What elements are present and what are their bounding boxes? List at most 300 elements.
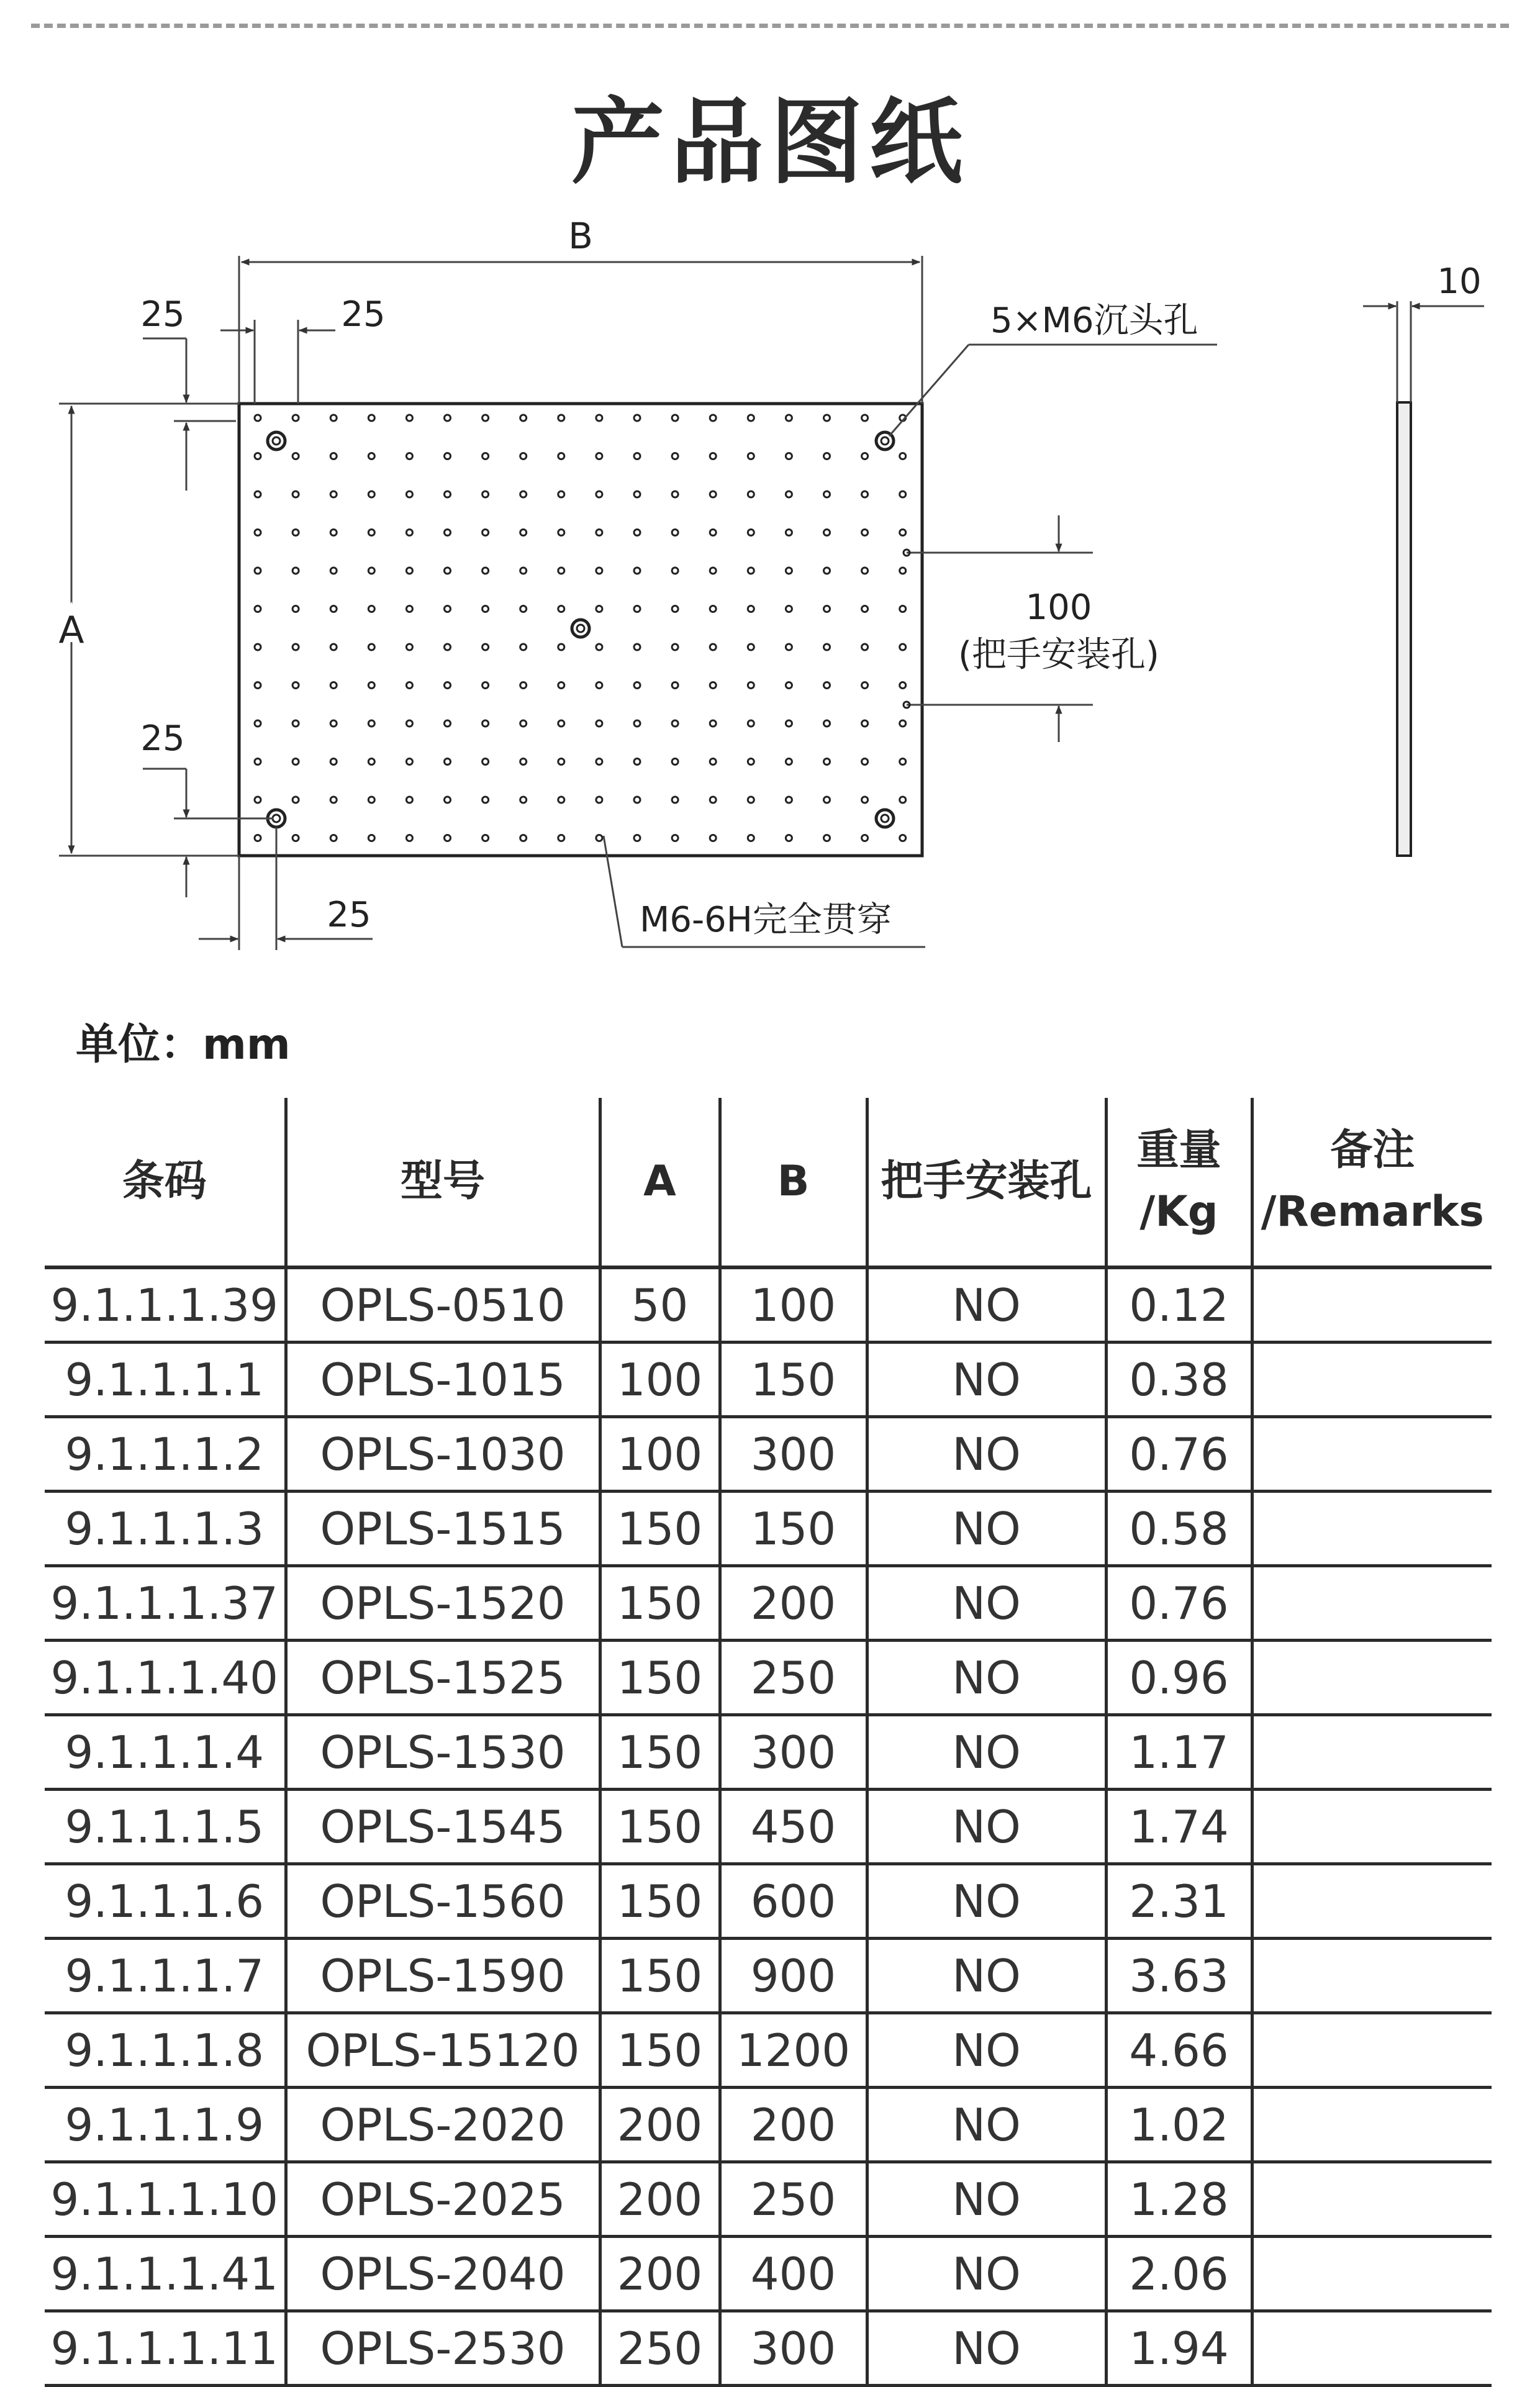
threaded-hole xyxy=(558,530,564,536)
cell-weight: 2.06 xyxy=(1106,2237,1252,2311)
threaded-hole xyxy=(672,759,678,765)
cell-model: OPLS-2040 xyxy=(286,2237,600,2311)
threaded-hole xyxy=(862,606,868,612)
handle-hole-callout xyxy=(907,515,1093,742)
cell-handle: NO xyxy=(867,1343,1106,1417)
threaded-hole xyxy=(748,682,754,689)
table-row xyxy=(45,1566,1492,1641)
cell-weight: 1.74 xyxy=(1106,1790,1252,1864)
threaded-hole xyxy=(786,835,792,841)
cell-weight: 0.96 xyxy=(1106,1641,1252,1715)
cell-b: 900 xyxy=(720,1939,867,2013)
cell-a: 200 xyxy=(600,2237,720,2311)
threaded-hole xyxy=(634,759,640,765)
threaded-hole xyxy=(445,759,451,765)
cell-b: 450 xyxy=(720,1790,867,1864)
cell-handle: NO xyxy=(867,1492,1106,1566)
cell-code: 9.1.1.1.10 xyxy=(45,2162,286,2237)
threaded-hole xyxy=(748,415,754,421)
threaded-hole xyxy=(558,720,564,727)
cell-handle: NO xyxy=(867,2162,1106,2237)
countersink-hole xyxy=(577,625,584,632)
countersink-hole xyxy=(876,810,894,827)
threaded-hole xyxy=(482,835,489,841)
threaded-hole xyxy=(445,453,451,460)
cell-model: OPLS-2025 xyxy=(286,2162,600,2237)
cell-b: 1200 xyxy=(720,2013,867,2088)
threaded-hole xyxy=(824,453,830,460)
threaded-hole xyxy=(596,530,602,536)
threaded-hole-grid xyxy=(255,415,906,841)
threaded-hole xyxy=(558,606,564,612)
threaded-hole xyxy=(330,530,337,536)
dimension-a-label: A xyxy=(58,609,84,652)
threaded-hole xyxy=(824,644,830,650)
header-a: A xyxy=(600,1098,720,1267)
cell-code: 9.1.1.1.4 xyxy=(45,1715,286,1790)
header-remarks-line1: 备注 xyxy=(1330,1126,1415,1175)
cell-remarks xyxy=(1252,1492,1492,1566)
table-row xyxy=(45,1939,1492,2013)
threaded-hole xyxy=(900,835,906,841)
cell-handle: NO xyxy=(867,2237,1106,2311)
threaded-hole xyxy=(900,568,906,574)
cell-code: 9.1.1.1.8 xyxy=(45,2013,286,2088)
threaded-hole xyxy=(482,797,489,803)
threaded-hole xyxy=(406,797,412,803)
cell-remarks xyxy=(1252,1939,1492,2013)
threaded-hole xyxy=(255,644,261,650)
threaded-hole xyxy=(520,415,527,421)
table-row xyxy=(45,2237,1492,2311)
cell-weight: 3.63 xyxy=(1106,1939,1252,2013)
threaded-hole xyxy=(672,682,678,689)
cell-a: 50 xyxy=(600,1267,720,1343)
side-view xyxy=(1363,301,1484,856)
threaded-hole xyxy=(710,415,716,421)
threaded-hole xyxy=(558,797,564,803)
cell-b: 300 xyxy=(720,2311,867,2386)
threaded-hole xyxy=(445,835,451,841)
table-row xyxy=(45,1492,1492,1566)
threaded-hole xyxy=(862,720,868,727)
threaded-hole xyxy=(634,530,640,536)
cell-weight: 0.12 xyxy=(1106,1267,1252,1343)
threaded-hole xyxy=(292,415,299,421)
threaded-hole xyxy=(710,530,716,536)
threaded-hole xyxy=(634,606,640,612)
threaded-hole xyxy=(368,644,374,650)
handle-spacing-label: 100 xyxy=(1025,587,1092,628)
cell-code: 9.1.1.1.2 xyxy=(45,1417,286,1492)
table-row xyxy=(45,2311,1492,2386)
threaded-hole xyxy=(710,720,716,727)
countersink-callout xyxy=(889,345,1217,436)
threaded-hole xyxy=(786,415,792,421)
threaded-hole xyxy=(634,797,640,803)
thread-note: M6-6H完全贯穿 xyxy=(640,900,892,940)
cell-a: 100 xyxy=(600,1343,720,1417)
cell-weight: 4.66 xyxy=(1106,2013,1252,2088)
cell-handle: NO xyxy=(867,1715,1106,1790)
threaded-hole xyxy=(900,797,906,803)
threaded-hole xyxy=(520,682,527,689)
threaded-hole xyxy=(406,415,412,421)
threaded-hole xyxy=(255,835,261,841)
page-title: 产品图纸 xyxy=(571,89,969,197)
threaded-hole xyxy=(900,491,906,497)
cell-a: 150 xyxy=(600,1715,720,1790)
threaded-hole xyxy=(482,530,489,536)
threaded-hole xyxy=(900,530,906,536)
cell-remarks xyxy=(1252,1790,1492,1864)
cell-handle: NO xyxy=(867,1566,1106,1641)
threaded-hole xyxy=(255,759,261,765)
threaded-hole xyxy=(786,491,792,497)
threaded-hole xyxy=(406,491,412,497)
threaded-hole xyxy=(634,682,640,689)
threaded-hole xyxy=(445,530,451,536)
threaded-hole xyxy=(710,759,716,765)
threaded-hole xyxy=(445,720,451,727)
cell-model: OPLS-1590 xyxy=(286,1939,600,2013)
header-b: B xyxy=(720,1098,867,1267)
dimension-a xyxy=(59,404,239,856)
threaded-hole xyxy=(672,797,678,803)
dimension-bottom-left-vertical: 25 xyxy=(140,718,185,759)
threaded-hole xyxy=(482,759,489,765)
cell-remarks xyxy=(1252,1864,1492,1939)
cell-model: OPLS-1545 xyxy=(286,1790,600,1864)
cell-code: 9.1.1.1.40 xyxy=(45,1641,286,1715)
table-row xyxy=(45,2162,1492,2237)
threaded-hole xyxy=(292,606,299,612)
threaded-hole xyxy=(900,759,906,765)
dimension-top-left-horizontal: 25 xyxy=(341,294,386,335)
cell-weight: 1.02 xyxy=(1106,2088,1252,2162)
threaded-hole xyxy=(406,530,412,536)
cell-a: 150 xyxy=(600,2013,720,2088)
dimension-top-left-vertical: 25 xyxy=(140,294,185,335)
threaded-hole xyxy=(330,606,337,612)
threaded-hole xyxy=(786,797,792,803)
table-row xyxy=(45,1267,1492,1343)
threaded-hole xyxy=(710,453,716,460)
threaded-hole xyxy=(710,568,716,574)
threaded-hole xyxy=(748,759,754,765)
threaded-hole xyxy=(292,759,299,765)
cell-weight: 1.17 xyxy=(1106,1715,1252,1790)
cell-model: OPLS-0510 xyxy=(286,1267,600,1343)
cell-handle: NO xyxy=(867,1939,1106,2013)
threaded-hole xyxy=(558,491,564,497)
cell-b: 200 xyxy=(720,2088,867,2162)
top-dashed-divider xyxy=(31,24,1509,28)
threaded-hole xyxy=(520,720,527,727)
threaded-hole xyxy=(292,530,299,536)
threaded-hole xyxy=(558,415,564,421)
threaded-hole xyxy=(900,453,906,460)
cell-b: 400 xyxy=(720,2237,867,2311)
threaded-hole xyxy=(558,644,564,650)
threaded-hole xyxy=(406,759,412,765)
cell-code: 9.1.1.1.6 xyxy=(45,1864,286,1939)
cell-b: 300 xyxy=(720,1715,867,1790)
threaded-hole xyxy=(292,453,299,460)
threaded-hole xyxy=(748,644,754,650)
cell-weight: 0.76 xyxy=(1106,1417,1252,1492)
threaded-hole xyxy=(292,568,299,574)
threaded-hole xyxy=(748,530,754,536)
cell-weight: 2.31 xyxy=(1106,1864,1252,1939)
header-code: 条码 xyxy=(45,1098,286,1267)
cell-remarks xyxy=(1252,2162,1492,2237)
threaded-hole xyxy=(330,644,337,650)
threaded-hole xyxy=(482,491,489,497)
table-row xyxy=(45,1343,1492,1417)
threaded-hole xyxy=(824,491,830,497)
cell-remarks xyxy=(1252,1566,1492,1641)
threaded-hole xyxy=(330,835,337,841)
cell-code: 9.1.1.1.3 xyxy=(45,1492,286,1566)
threaded-hole xyxy=(255,797,261,803)
spec-table xyxy=(45,1098,1492,2387)
table-row xyxy=(45,1417,1492,1492)
cell-remarks xyxy=(1252,2237,1492,2311)
table-row xyxy=(45,1641,1492,1715)
threaded-hole xyxy=(900,606,906,612)
threaded-hole xyxy=(368,606,374,612)
table-row xyxy=(45,2088,1492,2162)
threaded-hole xyxy=(786,682,792,689)
countersink-note: 5×M6沉头孔 xyxy=(990,301,1198,341)
threaded-hole xyxy=(862,415,868,421)
threaded-hole xyxy=(255,568,261,574)
threaded-hole xyxy=(445,797,451,803)
threaded-hole xyxy=(330,797,337,803)
cell-b: 250 xyxy=(720,2162,867,2237)
cell-model: OPLS-1560 xyxy=(286,1864,600,1939)
threaded-hole xyxy=(330,568,337,574)
threaded-hole xyxy=(672,835,678,841)
cell-a: 200 xyxy=(600,2088,720,2162)
cell-handle: NO xyxy=(867,2311,1106,2386)
threaded-hole xyxy=(748,797,754,803)
cell-handle: NO xyxy=(867,1641,1106,1715)
header-remarks-line2: /Remarks xyxy=(1261,1187,1484,1236)
threaded-hole xyxy=(368,530,374,536)
threaded-hole xyxy=(445,682,451,689)
threaded-hole xyxy=(520,644,527,650)
threaded-hole xyxy=(710,644,716,650)
cell-a: 250 xyxy=(600,2311,720,2386)
threaded-hole xyxy=(900,644,906,650)
threaded-hole xyxy=(482,453,489,460)
cell-b: 200 xyxy=(720,1566,867,1641)
thickness-label: 10 xyxy=(1437,261,1482,302)
cell-model: OPLS-1015 xyxy=(286,1343,600,1417)
threaded-hole xyxy=(596,453,602,460)
plate-outline xyxy=(239,404,922,856)
cell-a: 100 xyxy=(600,1417,720,1492)
threaded-hole xyxy=(862,491,868,497)
threaded-hole xyxy=(596,759,602,765)
threaded-hole xyxy=(482,606,489,612)
countersink-hole xyxy=(881,815,889,822)
threaded-hole xyxy=(292,644,299,650)
header-weight-line2: /Kg xyxy=(1139,1187,1218,1236)
threaded-hole xyxy=(292,797,299,803)
threaded-hole xyxy=(520,606,527,612)
threaded-hole xyxy=(445,415,451,421)
threaded-hole xyxy=(330,415,337,421)
cell-a: 150 xyxy=(600,1939,720,2013)
table-row xyxy=(45,1790,1492,1864)
threaded-hole xyxy=(786,759,792,765)
threaded-hole xyxy=(672,606,678,612)
threaded-hole xyxy=(558,835,564,841)
threaded-hole xyxy=(672,453,678,460)
cell-weight: 0.38 xyxy=(1106,1343,1252,1417)
threaded-hole xyxy=(634,720,640,727)
threaded-hole xyxy=(862,797,868,803)
threaded-hole xyxy=(862,644,868,650)
threaded-hole xyxy=(558,453,564,460)
threaded-hole xyxy=(824,797,830,803)
threaded-hole xyxy=(292,491,299,497)
cell-remarks xyxy=(1252,1641,1492,1715)
threaded-hole xyxy=(710,835,716,841)
threaded-hole xyxy=(634,644,640,650)
threaded-hole xyxy=(558,568,564,574)
threaded-hole xyxy=(862,682,868,689)
dimension-bottom-left-horizontal: 25 xyxy=(327,895,371,935)
countersink-hole xyxy=(273,815,280,822)
threaded-hole xyxy=(406,682,412,689)
cell-handle: NO xyxy=(867,1864,1106,1939)
cell-model: OPLS-1525 xyxy=(286,1641,600,1715)
cell-code: 9.1.1.1.5 xyxy=(45,1790,286,1864)
threaded-hole xyxy=(710,797,716,803)
cell-remarks xyxy=(1252,1715,1492,1790)
cell-remarks xyxy=(1252,2311,1492,2386)
cell-handle: NO xyxy=(867,1417,1106,1492)
cell-remarks xyxy=(1252,2088,1492,2162)
cell-handle: NO xyxy=(867,2013,1106,2088)
threaded-hole xyxy=(824,606,830,612)
header-model: 型号 xyxy=(286,1098,600,1267)
threaded-hole xyxy=(406,835,412,841)
cell-b: 150 xyxy=(720,1492,867,1566)
threaded-hole xyxy=(862,835,868,841)
cell-handle: NO xyxy=(867,1790,1106,1864)
cell-b: 600 xyxy=(720,1864,867,1939)
countersink-hole xyxy=(572,620,589,637)
threaded-hole xyxy=(445,606,451,612)
threaded-hole xyxy=(520,759,527,765)
threaded-hole xyxy=(520,453,527,460)
threaded-hole xyxy=(558,682,564,689)
threaded-hole xyxy=(368,835,374,841)
cell-model: OPLS-2020 xyxy=(286,2088,600,2162)
table-header-row xyxy=(45,1098,1492,1267)
threaded-hole xyxy=(520,835,527,841)
table-row xyxy=(45,2013,1492,2088)
cell-b: 100 xyxy=(720,1267,867,1343)
threaded-hole xyxy=(748,835,754,841)
threaded-hole xyxy=(900,682,906,689)
cell-model: OPLS-2530 xyxy=(286,2311,600,2386)
threaded-hole xyxy=(368,682,374,689)
cell-model: OPLS-15120 xyxy=(286,2013,600,2088)
cell-b: 150 xyxy=(720,1343,867,1417)
threaded-hole xyxy=(482,415,489,421)
threaded-hole xyxy=(368,759,374,765)
threaded-hole xyxy=(748,453,754,460)
threaded-hole xyxy=(672,491,678,497)
threaded-hole xyxy=(786,606,792,612)
threaded-hole xyxy=(482,568,489,574)
threaded-hole xyxy=(824,568,830,574)
threaded-hole xyxy=(634,835,640,841)
unit-label: 单位：mm xyxy=(76,1020,291,1069)
cell-model: OPLS-1530 xyxy=(286,1715,600,1790)
threaded-hole xyxy=(786,453,792,460)
threaded-hole xyxy=(672,644,678,650)
threaded-hole xyxy=(255,415,261,421)
threaded-hole xyxy=(406,568,412,574)
threaded-hole xyxy=(786,530,792,536)
threaded-hole xyxy=(596,682,602,689)
threaded-hole xyxy=(406,606,412,612)
handle-hole-note: (把手安装孔) xyxy=(958,635,1159,675)
threaded-hole xyxy=(330,720,337,727)
threaded-hole xyxy=(255,682,261,689)
threaded-hole xyxy=(672,415,678,421)
threaded-hole xyxy=(558,759,564,765)
threaded-hole xyxy=(330,682,337,689)
cell-b: 300 xyxy=(720,1417,867,1492)
threaded-hole xyxy=(406,644,412,650)
threaded-hole xyxy=(862,759,868,765)
threaded-hole xyxy=(748,720,754,727)
cell-a: 150 xyxy=(600,1864,720,1939)
threaded-hole xyxy=(520,797,527,803)
header-weight xyxy=(1106,1098,1252,1267)
cell-weight: 0.76 xyxy=(1106,1566,1252,1641)
threaded-hole xyxy=(786,720,792,727)
threaded-hole xyxy=(368,797,374,803)
threaded-hole xyxy=(862,530,868,536)
cell-a: 200 xyxy=(600,2162,720,2237)
cell-remarks xyxy=(1252,1343,1492,1417)
cell-code: 9.1.1.1.11 xyxy=(45,2311,286,2386)
threaded-hole xyxy=(900,720,906,727)
countersink-hole xyxy=(268,432,285,450)
cell-handle: NO xyxy=(867,2088,1106,2162)
threaded-hole xyxy=(634,491,640,497)
threaded-hole xyxy=(520,568,527,574)
threaded-hole xyxy=(292,835,299,841)
threaded-hole xyxy=(710,606,716,612)
cell-code: 9.1.1.1.37 xyxy=(45,1566,286,1641)
threaded-hole xyxy=(368,720,374,727)
technical-drawing xyxy=(0,186,1540,975)
threaded-hole xyxy=(482,720,489,727)
threaded-hole xyxy=(748,606,754,612)
threaded-hole xyxy=(255,720,261,727)
threaded-hole xyxy=(824,835,830,841)
